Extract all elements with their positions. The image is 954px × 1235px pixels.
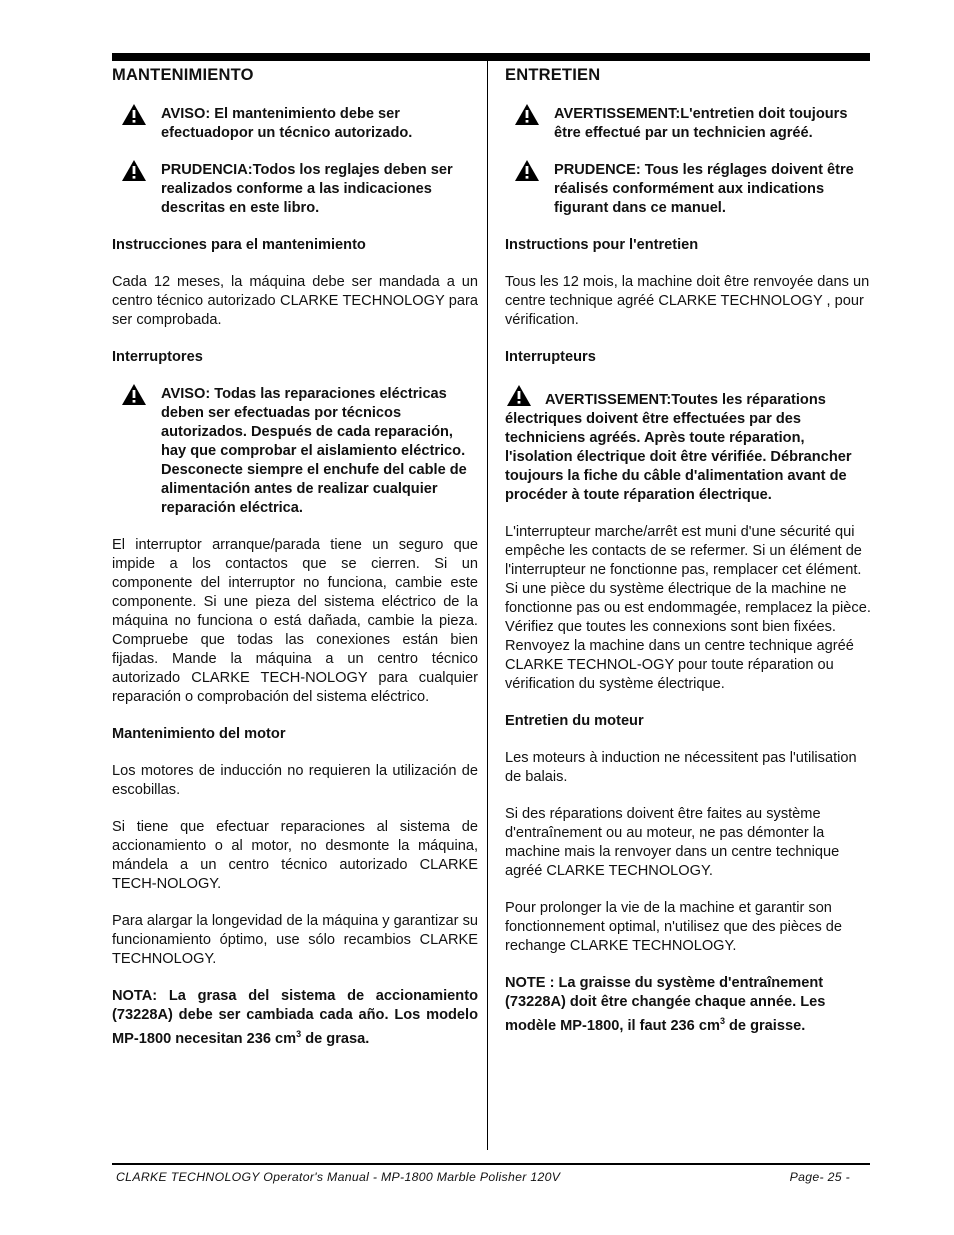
warning-text: AVERTISSEMENT:L'entretien doit toujours être effectué par un technicien agréé. bbox=[554, 106, 848, 141]
paragraph-motor-repairs: Si tiene que efectuar reparaciones al sistema de accionamiento o al motor, no desmonte la máquina, mándela a un centro técnico autorizado CLARKE TECH-NOLOGY. bbox=[112, 819, 478, 892]
subheading-instructions: Instrucciones para el mantenimiento bbox=[112, 237, 366, 253]
warning-text: AVISO: El mantenimiento debe ser efectuadopor un técnico autorizado. bbox=[161, 106, 413, 141]
section-heading: ENTRETIEN bbox=[505, 66, 601, 84]
subheading-instructions: Instructions pour l'entretien bbox=[505, 237, 699, 253]
warning-triangle-icon bbox=[515, 104, 539, 125]
subheading-motor: Entretien du moteur bbox=[505, 713, 644, 729]
paragraph-motor-repairs: Si des réparations doivent être faites au système d'entraînement ou au moteur, ne pas démonter la machine mais la renvoyer dans un centre technique agréé CLARKE TECHNOLOGY. bbox=[505, 806, 840, 879]
paragraph-switch: El interruptor arranque/parada tiene un seguro que impide a los contactos que se cierren. Si un componente del interruptor no funciona, cambie este componente. Si une pieza del sistema eléctrico de la máquina no funciona o está dañada, cambie la pieza. Compruebe que todas las conexiones están bien fijadas. Mande la máquina a un centro técnico autorizado CLARKE TECH-NOLOGY para cualquier reparación o comprobación del sistema eléctrico. bbox=[112, 537, 478, 705]
footer-title: CLARKE TECHNOLOGY Operator's Manual - MP-1800 Marble Polisher 120V bbox=[116, 1170, 561, 1184]
paragraph-motor-brushes: Los motores de inducción no requieren la utilización de escobillas. bbox=[112, 763, 478, 798]
french-column bbox=[505, 66, 871, 1054]
column-divider bbox=[487, 61, 488, 1150]
caution-notice bbox=[505, 161, 871, 218]
warning-notice bbox=[112, 105, 478, 143]
warning-triangle-icon bbox=[515, 160, 539, 181]
subheading-switches: Interrupteurs bbox=[505, 349, 596, 365]
warning-triangle-icon bbox=[122, 160, 146, 181]
spanish-column bbox=[112, 66, 478, 1067]
paragraph-switch: L'interrupteur marche/arrêt est muni d'une sécurité qui empêche les contacts de se refermer. Si un élément de l'interrupteur ne fonctionne pas, remplacer cet élément. Si une pièce du système électrique de la machine ne fonctionne pas ou est endommagée, remplacez la pièce. Vérifiez que toutes les connexions sont bien fixées. Renvoyez la machine dans un centre technique agréé CLARKE TECHNOL-OGY pour toute réparation ou vérification du système électrique. bbox=[505, 524, 871, 692]
paragraph-spare-parts: Pour prolonger la vie de la machine et garantir son fonctionnement optimal, n'utilisez que des pièces de rechange CLARKE TECHNOLOGY. bbox=[505, 900, 843, 954]
paragraph-service-interval: Cada 12 meses, la máquina debe ser mandada a un centro técnico autorizado CLARKE TECHNOLOGY para ser comprobada. bbox=[112, 274, 478, 328]
warning-triangle-icon bbox=[122, 104, 146, 125]
bottom-rule bbox=[112, 1163, 870, 1165]
warning-notice bbox=[505, 105, 871, 143]
top-rule bbox=[112, 53, 870, 61]
grease-note: NOTA: La grasa del sistema de accionamiento (73228A) debe ser cambiada cada año. Los modelo MP-1800 necesitan 236 $cm^3$ de grasa. bbox=[112, 988, 478, 1047]
paragraph-motor-brushes: Les moteurs à induction ne nécessitent pas l'utilisation de balais. bbox=[505, 750, 857, 785]
subheading-switches: Interruptores bbox=[112, 349, 203, 365]
electrical-warning-notice bbox=[112, 385, 478, 518]
electrical-warning-text: AVERTISSEMENT:Toutes les réparations électriques doivent être effectuées par des techniciens agréés. Après toute réparation, l'isolation électrique doit être vérifiée. Débrancher toujours la fiche du câble d'alimentation avant de procéder à toute réparation électrique. bbox=[505, 392, 852, 503]
warning-triangle-icon bbox=[122, 384, 146, 405]
paragraph-service-interval: Tous les 12 mois, la machine doit être renvoyée dans un centre technique agréé CLARKE TECHNOLOGY , pour vérification. bbox=[505, 274, 870, 328]
warning-triangle-icon bbox=[507, 385, 531, 406]
section-heading: MANTENIMIENTO bbox=[112, 66, 254, 84]
caution-text: PRUDENCE: Tous les réglages doivent être réalisés conformément aux indications figurant dans ce manuel. bbox=[554, 162, 854, 216]
page-footer bbox=[116, 1170, 854, 1184]
electrical-warning-notice bbox=[505, 385, 871, 505]
caution-notice bbox=[112, 161, 478, 218]
caution-text: PRUDENCIA:Todos los reglajes deben ser realizados conforme a las indicaciones descritas en este libro. bbox=[161, 162, 453, 216]
grease-note: NOTE : La graisse du système d'entraînement (73228A) doit être changée chaque année. Les modèle MP-1800, il faut 236 $cm^3$ de graisse. bbox=[505, 975, 826, 1034]
subheading-motor: Mantenimiento del motor bbox=[112, 726, 286, 742]
electrical-warning-text: AVISO: Todas las reparaciones eléctricas deben ser efectuadas por técnicos autorizados. Después de cada reparación, hay que comprobar el aislamiento eléctrico. Desconecte siempre el enchufe del cable de alimentación antes de realizar cualquier reparación eléctrica. bbox=[161, 386, 467, 516]
paragraph-spare-parts: Para alargar la longevidad de la máquina y garantizar su funcionamiento óptimo, use sólo recambios CLARKE TECHNOLOGY. bbox=[112, 913, 478, 967]
page-number: Page- 25 - bbox=[789, 1170, 850, 1184]
